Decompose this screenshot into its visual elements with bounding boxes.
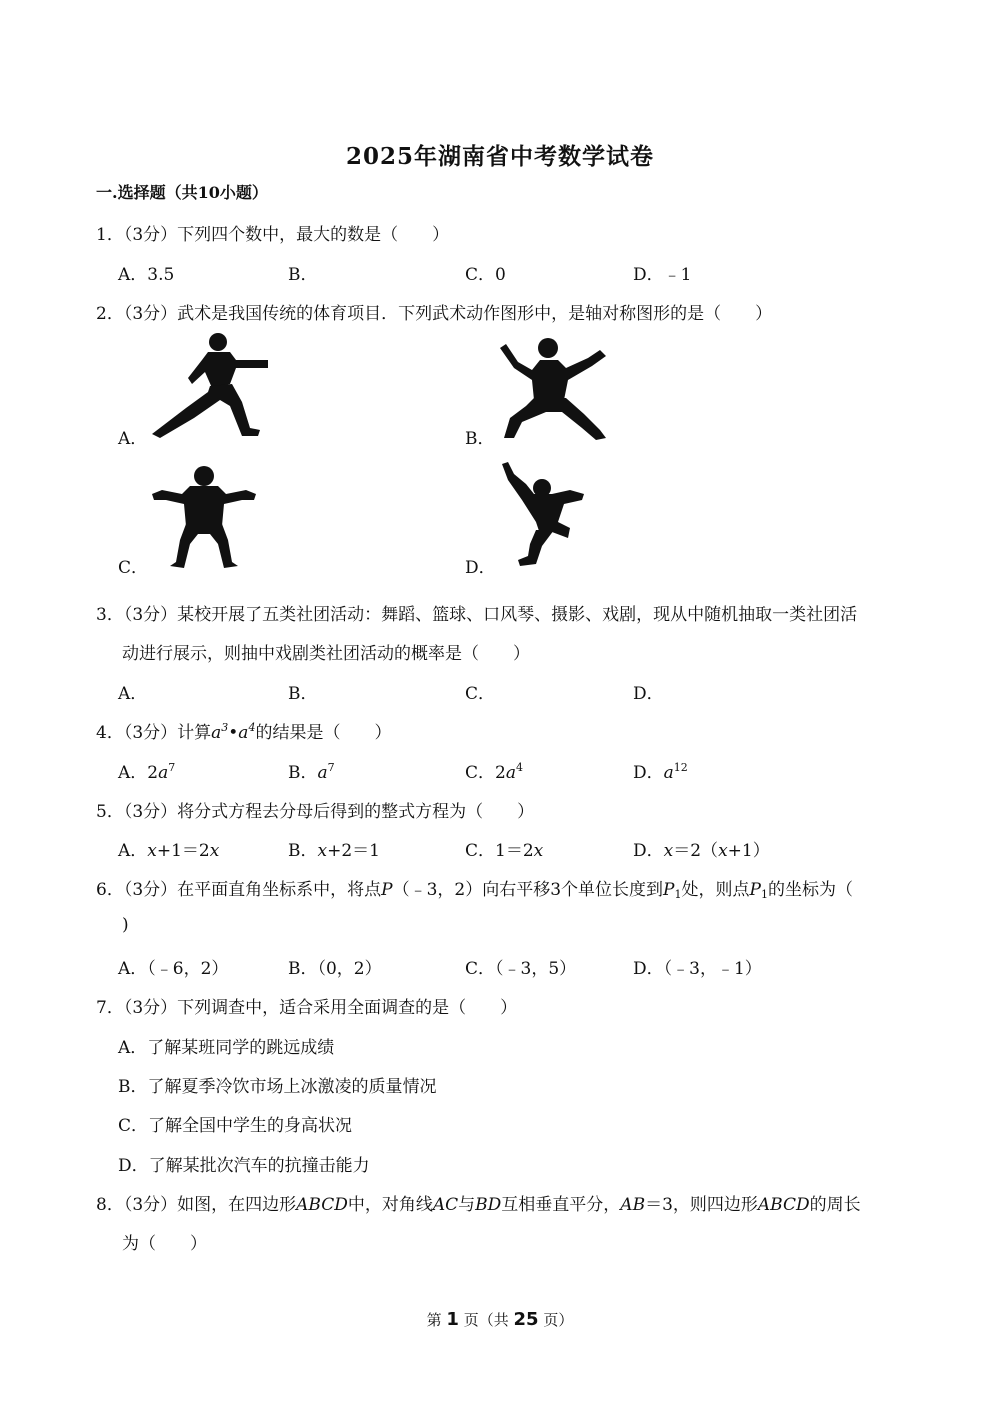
question-5: 5．（3分）将分式方程去分母后得到的整式方程为（ ）: [96, 802, 535, 822]
q4-option-b: B．$a^7$: [288, 761, 335, 783]
question-3-line-1: 3．（3分）某校开展了五类社团活动：舞蹈、篮球、口风琴、摄影、戏剧，现从中随机抽取一类社团活: [96, 605, 858, 625]
q7-option-a: A．了解某班同学的跳远成绩: [118, 1038, 335, 1058]
question-7: 7．（3分）下列调查中，适合采用全面调查的是（ ）: [96, 998, 518, 1018]
q4-expression: $a^3•a^4$: [211, 721, 256, 743]
page-footer: 第 1 页（共 25 页）: [426, 1309, 574, 1330]
q6-option-a: A．（﹣6，2）: [118, 959, 229, 979]
page-total: 25: [513, 1309, 539, 1330]
question-8-line-1: 8．（3分）如图，在四边形ABCD中，对角线AC与BD互相垂直平分，AB＝3，则四边形ABCD的周长: [96, 1195, 861, 1215]
q4-option-d: D．$a^{12}$: [633, 761, 688, 783]
question-4: [96, 718, 391, 743]
wushu-figure-b: [496, 334, 610, 440]
q1-option-b: B．: [288, 265, 318, 285]
q6-option-d: D．（﹣3，﹣1）: [633, 959, 762, 979]
q3-option-c: C．: [465, 684, 496, 704]
q3-option-a: A．: [118, 684, 148, 704]
q6-option-c: C．（﹣3，5）: [465, 959, 577, 979]
wushu-figure-c: [150, 464, 258, 568]
q1-option-a: A．3.5: [118, 265, 175, 285]
q5-option-c: C．1＝2x: [465, 841, 544, 861]
q4-prefix: 4．（3分）计算: [96, 723, 212, 743]
q7-option-d: D．了解某批次汽车的抗撞击能力: [118, 1156, 370, 1176]
q4-option-a: A．$2a^7$: [118, 761, 176, 783]
q2-option-c: C．: [118, 558, 149, 578]
question-1: 1．（3分）下列四个数中，最大的数是（ ）: [96, 225, 450, 245]
question-6-line-1: 6．（3分）在平面直角坐标系中，将点P（﹣3，2）向右平移3个单位长度到$P_1$处，则点$P_1$的坐标为（: [96, 880, 853, 901]
question-6-line-2: ): [122, 915, 129, 935]
q6-option-b: B．（0，2）: [288, 959, 382, 979]
q3-option-d: D．: [633, 684, 664, 704]
question-2: 2．（3分）武术是我国传统的体育项目．下列武术动作图形中，是轴对称图形的是（ ）: [96, 304, 773, 324]
q5-option-b: B．x+2＝1: [288, 841, 380, 861]
q1-option-d: D．﹣1: [633, 265, 692, 285]
q4-suffix: 的结果是（ ）: [255, 723, 392, 743]
q1-option-c: C．0: [465, 265, 506, 285]
section-heading: 一.选择题（共10小题）: [96, 183, 268, 202]
q4-option-c: C．$2a^4$: [465, 761, 523, 783]
question-8-line-2: 为（ ）: [122, 1234, 207, 1254]
wushu-figure-d: [496, 460, 588, 568]
question-3-line-2: 动进行展示，则抽中戏剧类社团活动的概率是（ ）: [122, 644, 530, 664]
q3-option-b: B．: [288, 684, 318, 704]
page-number: 1: [446, 1309, 459, 1330]
q2-option-d: D．: [465, 558, 496, 578]
page-title: 2025年湖南省中考数学试卷: [345, 143, 654, 170]
q7-option-c: C．了解全国中学生的身高状况: [118, 1116, 353, 1136]
wushu-figure-a: [150, 330, 272, 438]
q5-option-a: A．x+1＝2x: [118, 841, 220, 861]
q2-option-a: A．: [118, 429, 148, 449]
q7-option-b: B．了解夏季冷饮市场上冰激凌的质量情况: [118, 1077, 437, 1097]
q2-option-b: B．: [465, 429, 495, 449]
q5-option-d: D．x＝2（x+1）: [633, 841, 770, 861]
